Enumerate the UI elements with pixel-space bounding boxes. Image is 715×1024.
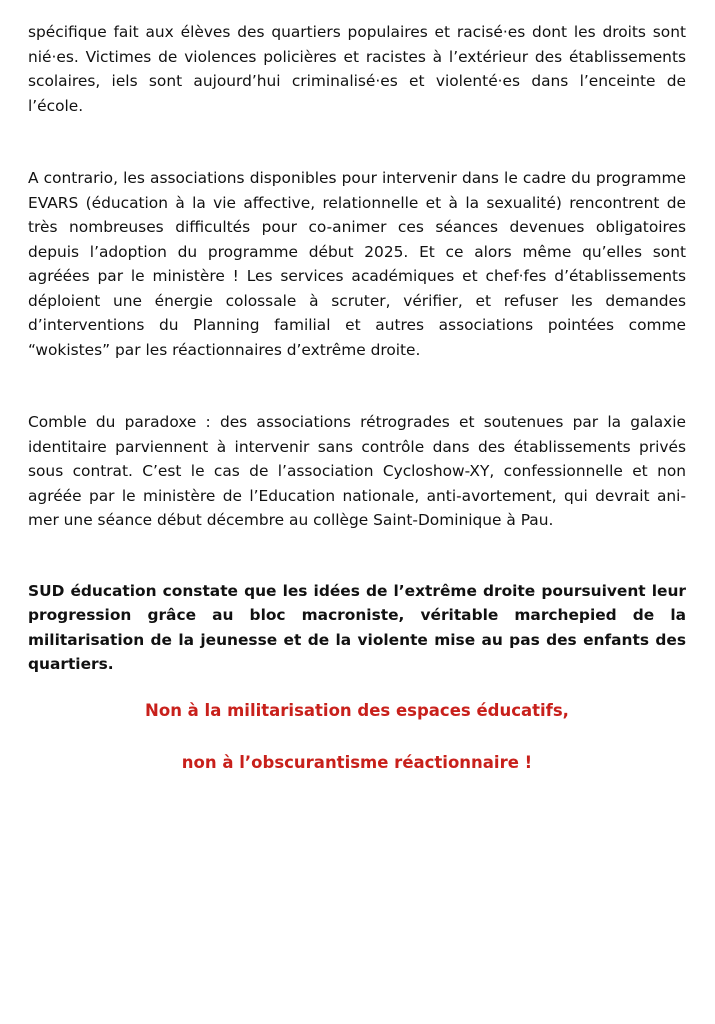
slogan-obscurantisme: non à l’obscurantisme réactionnaire ! bbox=[181, 752, 533, 772]
paragraph-intro-tail: spécifique fait aux élèves des quartiers populaires et racisé·es dont les droits sont nié·es. Victimes de violences policières et racistes à l’extérieur des établissements scolaires, iels sont aujourd’hui criminalisé·es et violenté·es dans l’enceinte de l’école. bbox=[28, 23, 686, 115]
paragraph-paradoxe: Comble du paradoxe : des associations rétrogrades et soutenues par la galaxie identitaire parviennent à intervenir sans contrôle dans des établissements privés sous contrat. C’est le cas de l’association Cycloshow-XY, confessionnelle et non agréée par le ministère de l’Education nationale, anti-avortement, qui devrait animer une séance début décembre au collège Saint-Dominique à Pau. bbox=[28, 413, 686, 529]
document-page bbox=[28, 20, 686, 775]
paragraph-evars: A contrario, les associations disponibles pour intervenir dans le cadre du programme EVARS (éducation à la vie affective, relationnelle et à la sexualité) rencontrent de très nombreuses difficultés pour co-animer ces séances devenues obligatoires depuis l’adoption du programme début 2025. Et ce alors même qu’elles sont agréées par le ministère ! Les services académiques et chef·fes d’établissements déploient une énergie colossale à scruter, vérifier, et refuser les demandes d’interventions du Planning familial et autres associations pointées comme “wokistes” par les réactionnaires d’extrême droite. bbox=[28, 169, 686, 359]
paragraph-constat: SUD éducation constate que les idées de l’extrême droite poursuivent leur progression grâce au bloc macroniste, véritable marchepied de la militarisation de la jeunesse et de la violente mise au pas des enfants des quartiers. bbox=[28, 581, 686, 673]
slogan-militarisation: Non à la militarisation des espaces éducatifs, bbox=[145, 700, 569, 720]
